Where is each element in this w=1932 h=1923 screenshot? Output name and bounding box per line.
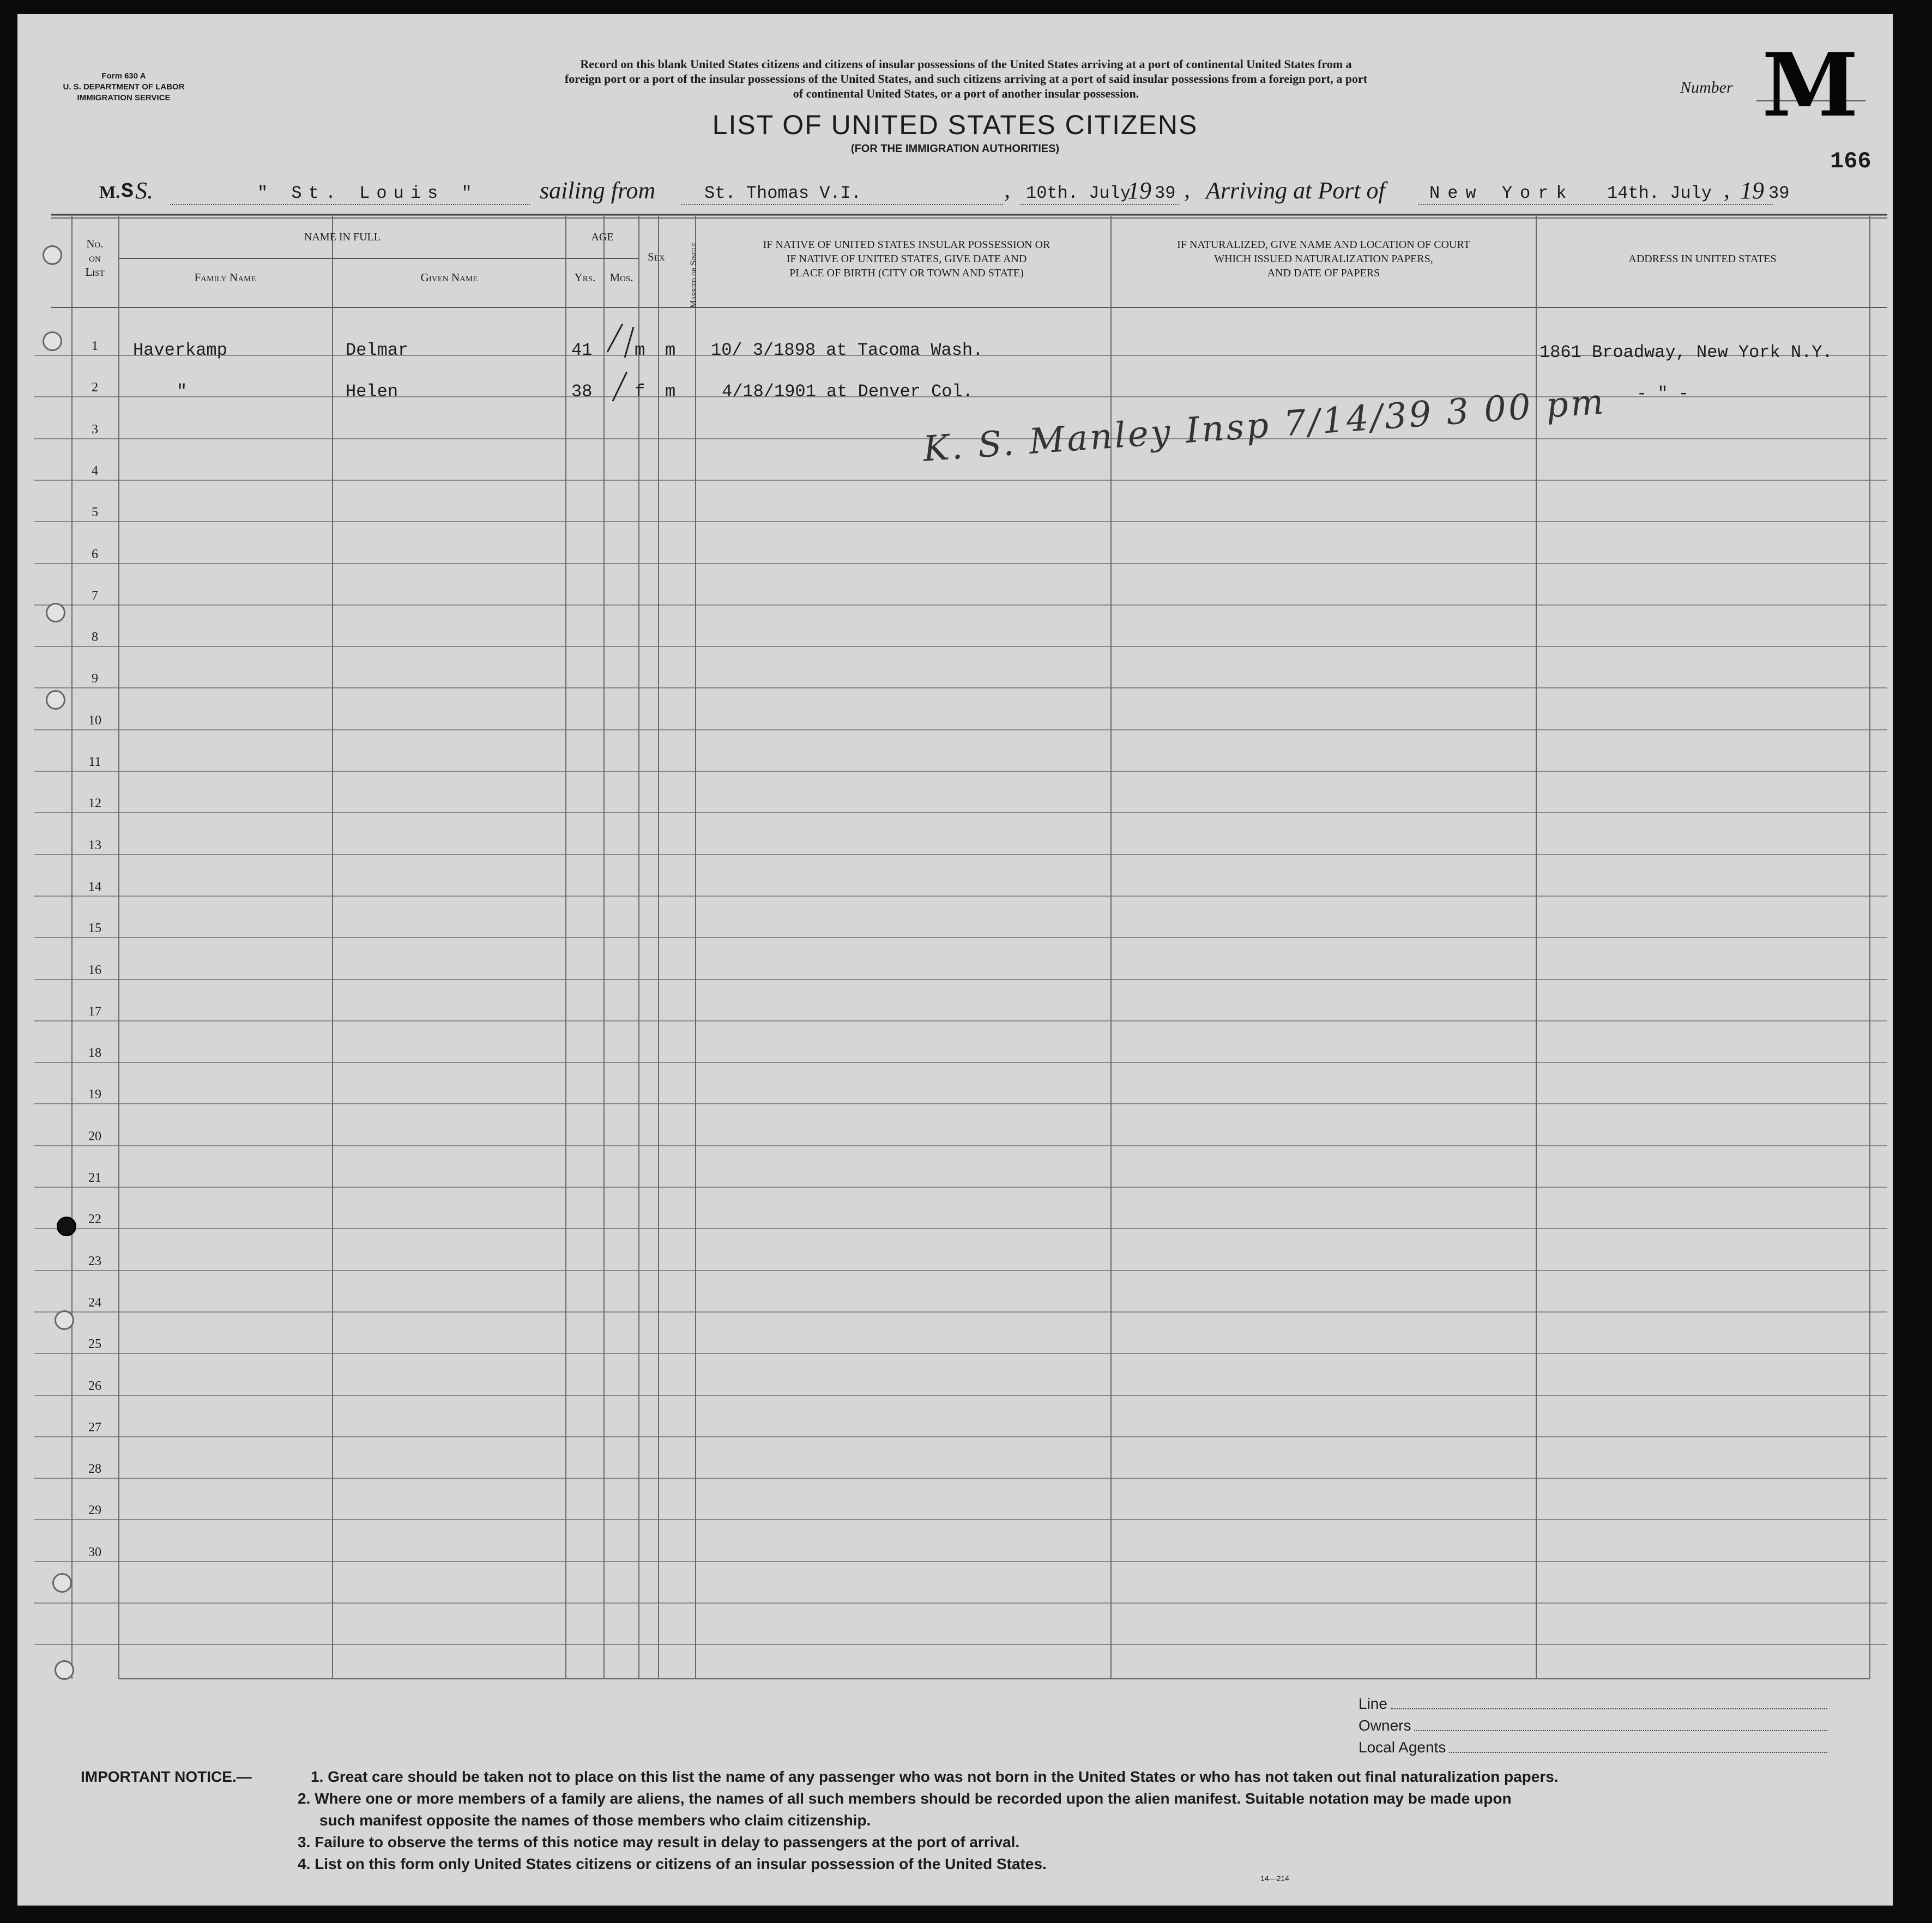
owners-field xyxy=(1359,1715,1827,1737)
header-family-name: Family Name xyxy=(194,271,256,284)
row-number: 11 xyxy=(88,755,101,769)
binder-hole xyxy=(55,1310,74,1330)
arrival-date: 14th. July xyxy=(1607,183,1712,203)
cell-marital: m xyxy=(665,340,676,360)
footer-code: 14—214 xyxy=(1260,1874,1289,1883)
notice-item-text: 1. Great care should be taken not to place on this list the name of any passenger who was not born in the United States or who has not taken out final naturalization papers. xyxy=(311,1768,1559,1785)
header-name-in-full: NAME IN FULL xyxy=(304,231,381,243)
row-number: 22 xyxy=(88,1212,101,1226)
row-number: 7 xyxy=(92,589,98,603)
cell-address: - " - xyxy=(1637,384,1689,404)
handwritten-inspector-note: K. S. Manley Insp 7/14/39 3 00 pm xyxy=(921,382,1607,470)
top-notice-line: foreign port or a port of the insular possessions of the United States, and such citizens arriving at a port of said insular possessions from a foreign port, a port xyxy=(564,72,1368,86)
header-naturalized-line: AND DATE OF PAPERS xyxy=(1267,267,1380,279)
row-number: 8 xyxy=(92,630,98,644)
form-service: IMMIGRATION SERVICE xyxy=(77,93,171,102)
row-number: 24 xyxy=(88,1296,101,1310)
header-list: List xyxy=(85,265,105,279)
vessel-prefix: M. xyxy=(99,182,120,202)
vessel-prefix-typed: S xyxy=(121,180,134,203)
page-number: 166 xyxy=(1830,148,1871,174)
notice-label: IMPORTANT NOTICE.— xyxy=(81,1768,252,1785)
row-number: 13 xyxy=(88,838,101,852)
header-no: No. xyxy=(86,237,104,250)
cell-age-yrs: 38 xyxy=(571,382,593,402)
row-number: 27 xyxy=(88,1420,101,1435)
notice-item: 4. List on this form only United States citizens or citizens of an insular possession of the United States. xyxy=(298,1855,1047,1872)
from-port: St. Thomas V.I. xyxy=(704,183,862,203)
arriving-label: Arriving at Port of xyxy=(1206,177,1385,204)
signature-fields xyxy=(1359,1693,1827,1758)
row-number: 6 xyxy=(92,547,98,561)
sailing-label: sailing from xyxy=(540,177,656,204)
header-on: on xyxy=(89,251,101,264)
local-agents-field xyxy=(1359,1737,1827,1758)
notice-item: 2. Where one or more members of a family are aliens, the names of all such members should be recorded upon the alien manifest. Suitable notation may be made upon xyxy=(298,1790,1512,1807)
notice-item: such manifest opposite the names of those members who claim citizenship. xyxy=(319,1812,871,1829)
row-number: 30 xyxy=(88,1545,101,1559)
row-number: 16 xyxy=(88,963,101,977)
form-department: U. S. DEPARTMENT OF LABOR xyxy=(63,82,185,92)
binder-hole xyxy=(43,331,62,351)
owners-blank xyxy=(1414,1715,1827,1731)
header-given-name: Given Name xyxy=(420,271,478,284)
header-native xyxy=(702,238,1111,280)
top-notice-line: Record on this blank United States citizens and citizens of insular possessions of the United States arriving at a port of continental United States from a xyxy=(580,57,1352,71)
notice-item: 3. Failure to observe the terms of this notice may result in delay to passengers at the port of arrival. xyxy=(298,1834,1020,1851)
header-married-or-single: Married or Single xyxy=(689,242,698,309)
row-number: 18 xyxy=(88,1046,101,1060)
number-label: Number xyxy=(1680,78,1733,96)
top-notice-line: of continental United States, or a port of another insular possession. xyxy=(793,87,1139,100)
comma: , xyxy=(1724,176,1730,203)
cell-sex: m xyxy=(635,340,645,360)
cell-age-yrs: 41 xyxy=(571,340,593,360)
depart-year: 39 xyxy=(1155,183,1176,203)
cell-sex: f xyxy=(635,382,645,402)
header-age: AGE xyxy=(591,231,614,243)
header-address: ADDRESS IN UNITED STATES xyxy=(1628,253,1777,265)
row-number: 10 xyxy=(88,713,101,728)
binder-hole xyxy=(46,603,65,622)
vessel-prefix-end: S. xyxy=(135,177,153,204)
binder-hole xyxy=(55,1660,74,1680)
header-no-on-list xyxy=(68,237,122,279)
notice-item xyxy=(81,1766,1880,1788)
header-mos: Mos. xyxy=(609,271,633,284)
arrival-year-prefix: 19 xyxy=(1740,177,1764,204)
page-subtitle: (FOR THE IMMIGRATION AUTHORITIES) xyxy=(850,143,1060,155)
document-page xyxy=(17,14,1893,1906)
header-native-line: PLACE OF BIRTH (CITY OR TOWN AND STATE) xyxy=(789,267,1024,279)
header-sex: Sex xyxy=(648,250,665,263)
binder-hole xyxy=(52,1573,72,1593)
row-number: 9 xyxy=(92,672,98,686)
row-number: 5 xyxy=(92,505,98,519)
vessel-name: " St. Louis " xyxy=(257,183,479,203)
row-number: 3 xyxy=(92,422,98,437)
row-number: 17 xyxy=(88,1005,101,1019)
depart-year-prefix: 19 xyxy=(1127,177,1151,204)
important-notice xyxy=(81,1766,1880,1875)
row-number: 2 xyxy=(92,380,98,395)
cell-family-name: Haverkamp xyxy=(133,340,227,360)
cell-family-name: " xyxy=(177,382,188,402)
row-number: 28 xyxy=(88,1462,101,1476)
binder-hole xyxy=(57,1217,76,1236)
owners-label: Owners xyxy=(1359,1717,1411,1734)
age-check-marks xyxy=(601,319,644,412)
cell-birth: 4/18/1901 at Denver Col. xyxy=(722,382,973,402)
line-label: Line xyxy=(1359,1695,1387,1712)
row-number: 15 xyxy=(88,921,101,935)
comma: , xyxy=(1184,176,1190,203)
header-naturalized xyxy=(1111,238,1536,280)
cell-birth: 10/ 3/1898 at Tacoma Wash. xyxy=(711,340,983,360)
header-native-line: IF NATIVE OF UNITED STATES, GIVE DATE AND xyxy=(786,253,1027,265)
comma: , xyxy=(1004,176,1010,203)
row-number: 21 xyxy=(88,1171,101,1185)
binder-hole xyxy=(43,245,62,265)
number-stamp: M xyxy=(1762,34,1859,136)
header-naturalized-line: IF NATURALIZED, GIVE NAME AND LOCATION OF COURT xyxy=(1177,239,1470,251)
row-number: 1 xyxy=(92,339,98,353)
header-naturalized-line: WHICH ISSUED NATURALIZATION PAPERS, xyxy=(1214,253,1433,265)
cell-marital: m xyxy=(665,382,676,402)
row-number: 29 xyxy=(88,1503,101,1517)
arrival-port: New York xyxy=(1429,183,1574,203)
line-blank xyxy=(1391,1693,1827,1709)
binder-hole xyxy=(46,690,65,710)
row-number: 25 xyxy=(88,1337,101,1351)
row-number: 14 xyxy=(88,880,101,894)
header-native-line: IF NATIVE OF UNITED STATES INSULAR POSSESSION OR xyxy=(763,239,1050,251)
line-field xyxy=(1359,1693,1827,1715)
form-number: Form 630 A xyxy=(101,71,146,81)
cell-given-name: Helen xyxy=(346,382,399,402)
row-number: 12 xyxy=(88,796,101,811)
row-number: 26 xyxy=(88,1379,101,1393)
row-number: 20 xyxy=(88,1129,101,1144)
arrival-year: 39 xyxy=(1768,183,1790,203)
local-agents-blank xyxy=(1449,1737,1827,1753)
header-yrs: Yrs. xyxy=(574,271,596,284)
row-number: 23 xyxy=(88,1254,101,1268)
cell-address: 1861 Broadway, New York N.Y. xyxy=(1539,342,1833,362)
page-title: LIST OF UNITED STATES CITIZENS xyxy=(712,110,1198,140)
row-number: 19 xyxy=(88,1087,101,1102)
row-number: 4 xyxy=(92,464,98,478)
cell-given-name: Delmar xyxy=(346,340,409,360)
local-agents-label: Local Agents xyxy=(1359,1739,1446,1756)
depart-date: 10th. July xyxy=(1026,183,1131,203)
